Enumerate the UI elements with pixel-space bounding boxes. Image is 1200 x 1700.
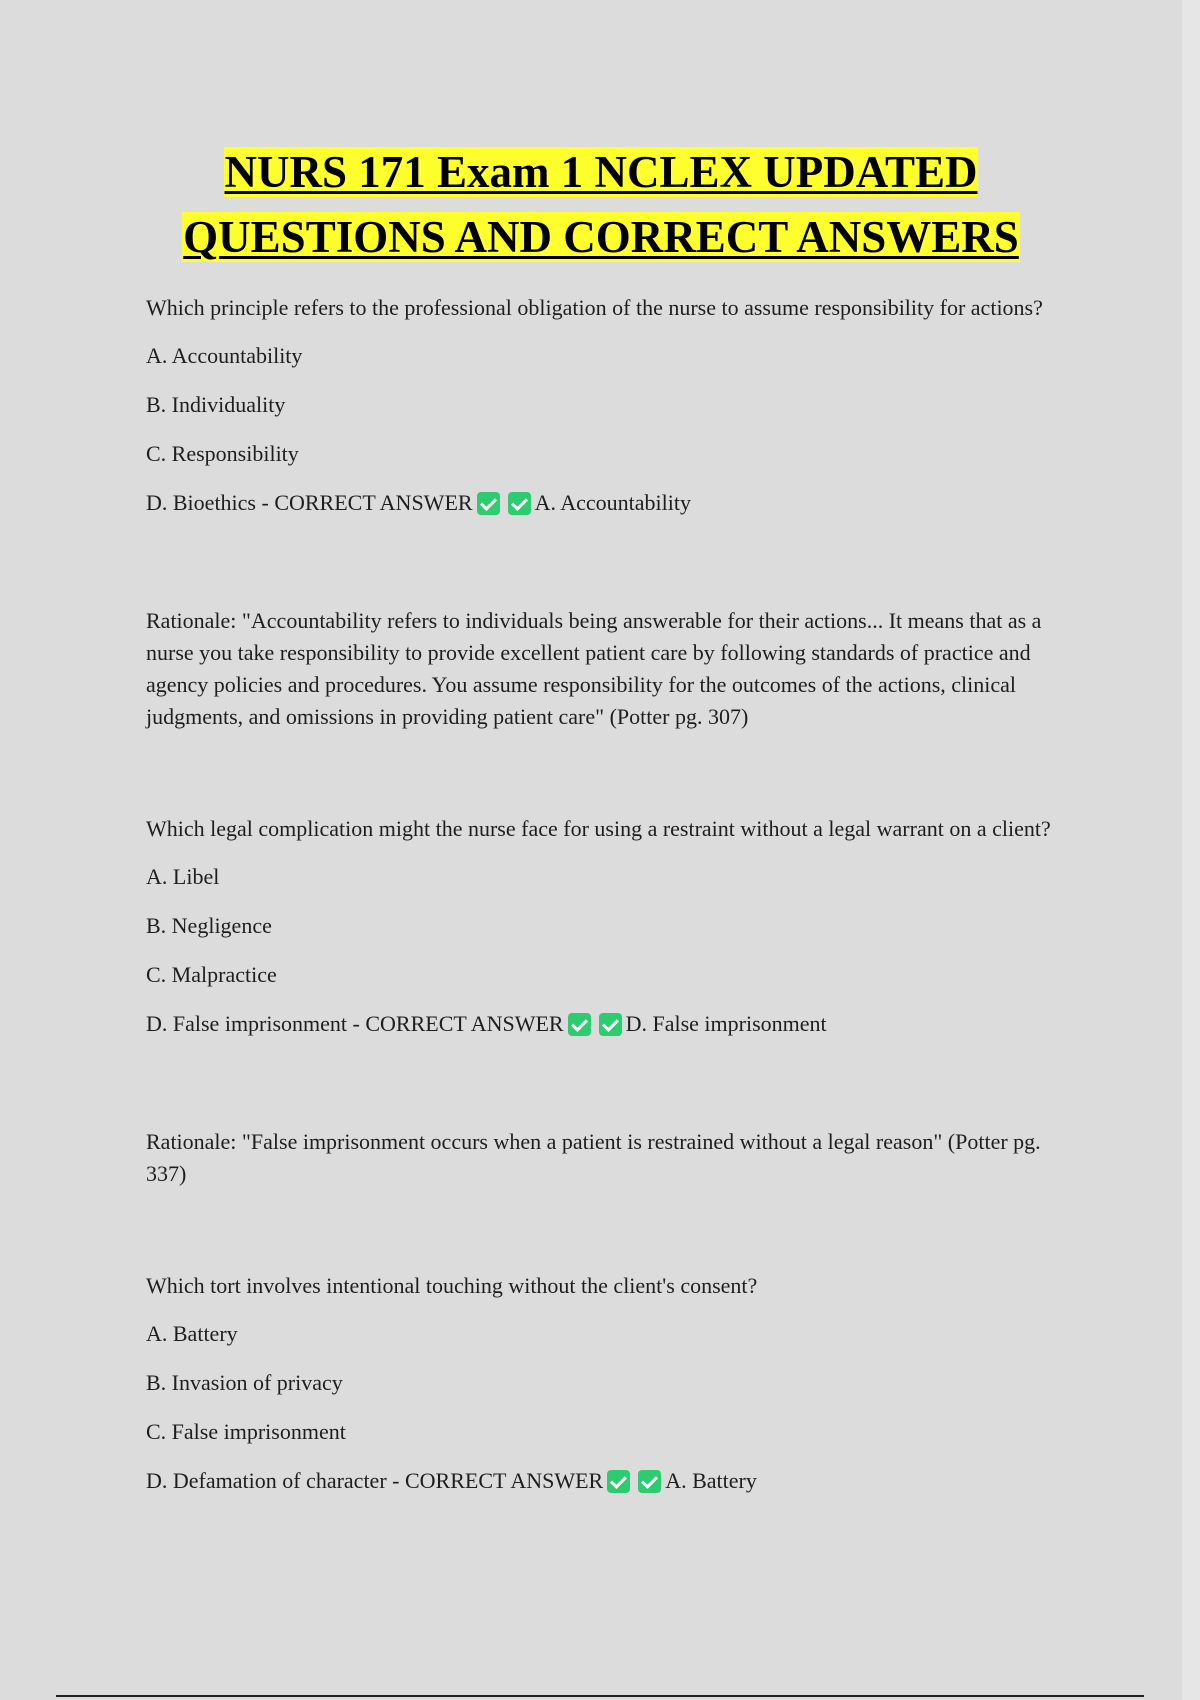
question-block-3 bbox=[146, 1270, 1056, 1497]
answer-line bbox=[146, 1008, 1056, 1040]
footer-rule bbox=[56, 1695, 1144, 1697]
check-mark-icon bbox=[599, 1013, 622, 1036]
answer-line bbox=[146, 1465, 1056, 1497]
option-c: C. False imprisonment bbox=[146, 1419, 346, 1444]
correct-answer: D. False imprisonment bbox=[625, 1011, 827, 1036]
rationale-text: Rationale: "Accountability refers to individuals being answerable for their actions... It means that as a nurse you take responsibility to provide excellent patient care by following standards of practice and agency policies and procedures. You assume responsibility for the outcomes of the actions, clinical judgments, and omissions in providing patient care" (Potter pg. 307) bbox=[146, 608, 1042, 729]
document-body bbox=[146, 140, 1056, 1583]
correct-answer: A. Accountability bbox=[534, 490, 691, 515]
question-text: Which principle refers to the professional obligation of the nurse to assume responsibility for actions? bbox=[146, 295, 1043, 320]
option-b: B. Individuality bbox=[146, 392, 286, 417]
option-a: A. Battery bbox=[146, 1321, 238, 1346]
question-text: Which legal complication might the nurse face for using a restraint without a legal warrant on a client? bbox=[146, 816, 1051, 841]
option-a: A. Accountability bbox=[146, 343, 303, 368]
check-mark-icon bbox=[477, 492, 500, 515]
option-d-correct-answer-label: D. Defamation of character - CORRECT ANSWER bbox=[146, 1468, 604, 1493]
check-mark-icon bbox=[568, 1013, 591, 1036]
title-line-1: NURS 171 Exam 1 NCLEX UPDATED bbox=[224, 147, 978, 197]
option-b: B. Negligence bbox=[146, 913, 272, 938]
option-a: A. Libel bbox=[146, 864, 220, 889]
option-b: B. Invasion of privacy bbox=[146, 1370, 343, 1395]
page-edge bbox=[1182, 0, 1200, 1700]
question-block-1 bbox=[146, 292, 1056, 733]
title-line-2: QUESTIONS AND CORRECT ANSWERS bbox=[183, 212, 1019, 262]
question-text: Which tort involves intentional touching without the client's consent? bbox=[146, 1273, 758, 1298]
option-c: C. Malpractice bbox=[146, 962, 277, 987]
option-d-correct-answer-label: D. False imprisonment - CORRECT ANSWER bbox=[146, 1011, 564, 1036]
answer-line bbox=[146, 487, 1056, 519]
check-mark-icon bbox=[508, 492, 531, 515]
question-block-2 bbox=[146, 813, 1056, 1190]
option-d-correct-answer-label: D. Bioethics - CORRECT ANSWER bbox=[146, 490, 473, 515]
option-c: C. Responsibility bbox=[146, 441, 299, 466]
rationale-text: Rationale: "False imprisonment occurs when a patient is restrained without a legal reason" (Potter pg. 337) bbox=[146, 1129, 1041, 1186]
document-title bbox=[146, 140, 1056, 270]
check-mark-icon bbox=[638, 1470, 661, 1493]
check-mark-icon bbox=[607, 1470, 630, 1493]
correct-answer: A. Battery bbox=[665, 1468, 757, 1493]
